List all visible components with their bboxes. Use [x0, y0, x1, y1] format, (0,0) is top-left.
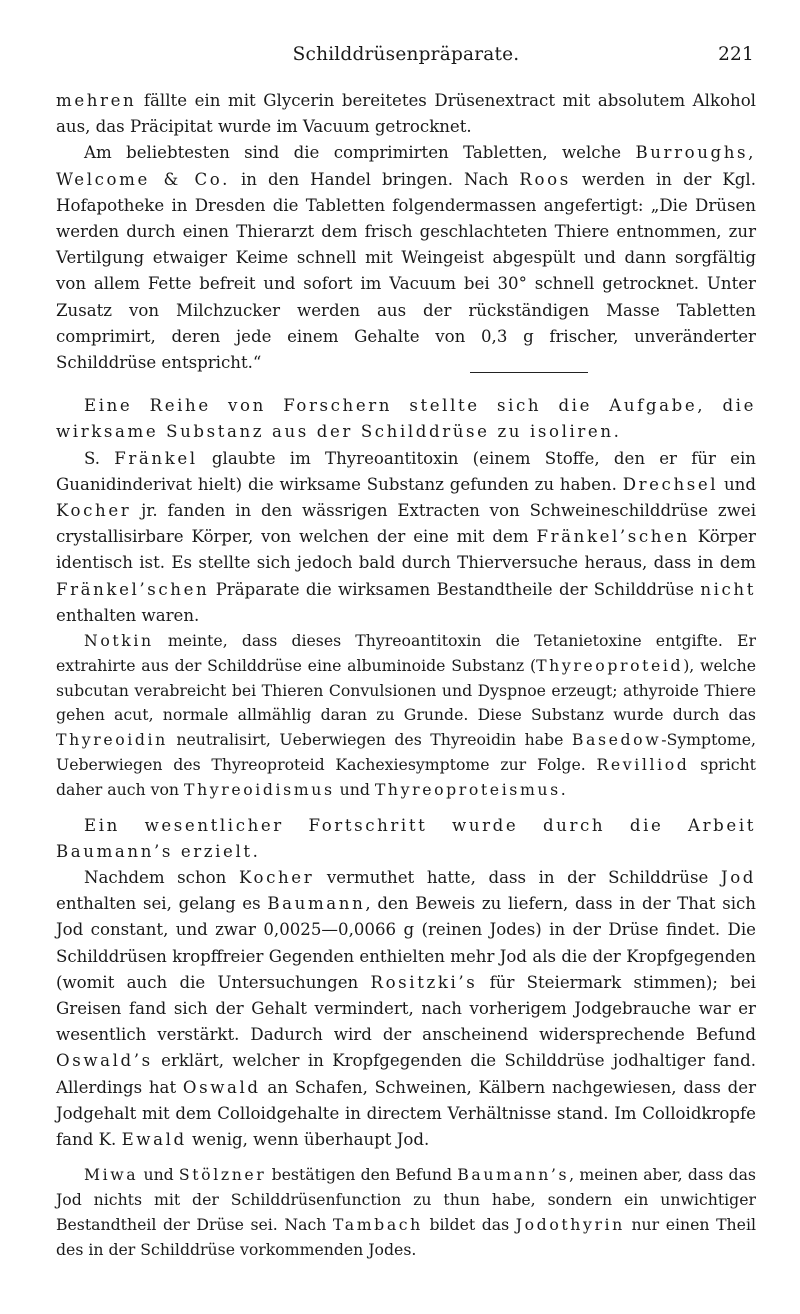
- spaced-emphasis: Burroughs, Welcome & Co.: [56, 143, 756, 189]
- spaced-emphasis: Eine Reihe von Forschern stellte sich die Aufgabe, die wirksame Substanz aus der Schilddrüse zu isoliren.: [56, 396, 756, 442]
- spaced-emphasis: Jod: [720, 868, 757, 888]
- section-divider: [470, 372, 588, 373]
- book-page: [56, 40, 756, 1262]
- text-run: nur einen Theil des in der Schilddrüse vorkommenden Jodes.: [56, 1214, 756, 1259]
- spaced-emphasis: Fränkel’schen: [56, 579, 210, 599]
- running-title: Schilddrüsenpräparate.: [292, 44, 520, 65]
- paragraph-5: [56, 629, 756, 803]
- spaced-emphasis: Oswald: [182, 1077, 261, 1097]
- spaced-emphasis: Jodothyrin: [515, 1214, 625, 1234]
- spaced-emphasis: Fränkel: [114, 448, 198, 468]
- text-run: an Schafen, Schweinen, Kälbern nachgewiesen, dass der Jodgehalt mit dem Colloidgehalte in directem Verhältnisse stand. Im Colloidkropfe fand K.: [56, 1077, 757, 1150]
- spaced-emphasis: Rositzki’s: [370, 972, 478, 992]
- spaced-emphasis: Thyreoproteid: [536, 655, 684, 675]
- spaced-emphasis: Drechsel: [622, 474, 719, 494]
- text-run: , den Beweis zu liefern, dass in der That sich Jod constant, und zwar 0,0025—0,0066 g (reinen Jodes) in der Drüse findet. Die Schilddrüsen kropffreier Gegenden enthielten mehr Jod als die der Kropfgegenden (womit auch die Untersuchungen: [56, 894, 756, 992]
- paragraph-4: [56, 446, 756, 629]
- text-run: fällte ein mit Glycerin bereitetes Drüsenextract mit absolutem Alkohol aus, das Präcipitat wurde im Vacuum getrocknet.: [56, 91, 756, 137]
- text-run: Körper identisch ist. Es stellte sich jedoch bald durch Thierversuche heraus, dass in dem: [56, 527, 756, 573]
- spaced-emphasis: Tambach: [332, 1214, 423, 1234]
- spaced-emphasis: Kocher: [238, 868, 315, 888]
- spaced-emphasis: Ewald: [121, 1130, 187, 1150]
- text-run: Nachdem schon: [84, 868, 239, 888]
- spaced-emphasis: Miwa: [84, 1165, 139, 1185]
- paragraph-3: [56, 393, 756, 445]
- text-run: jr. fanden in den wässrigen Extracten von Schweineschilddrüse zwei crystallisirbare Körper, von welchen der eine mit dem: [56, 501, 756, 547]
- paragraph-6: [56, 813, 756, 865]
- text-run: werden in der Kgl. Hofapotheke in Dresden die Tabletten folgendermassen angefertigt: „Die Drüsen werden durch einen Thierarzt dem frisch geschlachteten Thiere entnommen, zur Vertilgung etwaiger Keime schnell mit Weingeist abgespült und dann sorgfältig von allem Fette befreit und sofort im Vacuum bei 30° schnell getrocknet. Unter Zusatz von Milchzucker werden aus der rückständigen Masse Tabletten comprimirt, deren jede einem Gehalte von 0,3 g frischer, unveränderter Schilddrüse entspricht.“: [56, 169, 756, 373]
- text-run: enthalten waren.: [56, 605, 200, 625]
- spaced-emphasis: nicht: [700, 579, 756, 599]
- text-run: und: [718, 474, 756, 494]
- spacer: [56, 803, 756, 813]
- text-run: erklärt, welcher in Kropfgegenden die Schilddrüse jodhaltiger fand. Allerdings hat: [56, 1051, 756, 1097]
- text-run: enthalten sei, gelang es: [56, 894, 268, 914]
- spaced-emphasis: Ein wesentlicher Fortschritt wurde durch die Arbeit Baumann’s erzielt.: [56, 815, 756, 861]
- text-run: , meinen aber, dass das Jod nichts mit der Schilddrüsenfunction zu thun habe, sondern ein unwichtiger Bestandtheil der Drüse sei. Nach: [56, 1165, 756, 1234]
- text-run: für Steiermark stimmen); bei Greisen fand sich der Gehalt vermindert, nach vorherigem Jodgebrauche war er wesentlich verstärkt. Dadurch wird der anscheinend widersprechende Befund: [56, 972, 756, 1045]
- text-run: bildet das: [422, 1214, 516, 1234]
- text-run: Präparate die wirksamen Bestandtheile der Schilddrüse: [209, 579, 701, 599]
- page-number: 221: [718, 44, 754, 65]
- paragraph-1: [56, 88, 756, 140]
- spaced-emphasis: Revilliod: [596, 755, 690, 775]
- paragraph-2: [56, 140, 756, 376]
- text-run: bestätigen den Befund: [266, 1165, 458, 1185]
- spaced-emphasis: Thyreoidismus: [184, 779, 335, 799]
- text-run: und: [138, 1165, 179, 1185]
- spaced-emphasis: Basedow: [571, 730, 662, 750]
- spaced-emphasis: Thyreoidin: [56, 730, 168, 750]
- text-run: vermuthet hatte, dass in der Schilddrüse: [314, 868, 721, 888]
- spaced-emphasis: Stölzner: [178, 1165, 267, 1185]
- spaced-emphasis: Thyreoproteismus: [374, 779, 561, 799]
- spaced-emphasis: Fränkel’schen: [536, 527, 690, 547]
- text-run: meinte, dass dieses Thyreoantitoxin die Tetanietoxine entgifte. Er extrahirte aus der Schilddrüse eine albuminoide Substanz (: [56, 631, 756, 675]
- paragraph-8: [56, 1163, 756, 1262]
- spaced-emphasis: mehren: [56, 91, 137, 110]
- body-text: [56, 88, 756, 1262]
- page-header: [56, 40, 756, 70]
- spaced-emphasis: Kocher: [56, 501, 132, 521]
- text-run: spricht daher auch von: [56, 755, 756, 799]
- text-run: in den Handel bringen. Nach: [229, 169, 520, 189]
- text-run: .: [560, 779, 566, 799]
- spaced-emphasis: Notkin: [84, 631, 154, 651]
- spaced-emphasis: Oswald’s: [56, 1051, 153, 1071]
- text-run: -Symptome, Ueberwiegen des Thyreoproteid Kachexiesymptome zur Folge.: [56, 730, 756, 775]
- paragraph-7: [56, 865, 756, 1153]
- spaced-emphasis: Baumann’s: [457, 1165, 570, 1185]
- text-run: Am beliebtesten sind die comprimirten Tabletten, welche: [84, 143, 636, 163]
- spaced-emphasis: Roos: [519, 169, 571, 189]
- text-run: wenig, wenn überhaupt Jod.: [186, 1130, 430, 1150]
- text-run: glaubte im Thyreoantitoxin (einem Stoffe, den er für ein Guanidinderivat hielt) die wirksame Substanz gefunden zu haben.: [56, 448, 756, 494]
- spaced-emphasis: Baumann: [267, 894, 366, 914]
- spacer: [56, 1153, 756, 1163]
- text-run: S.: [84, 448, 115, 468]
- text-run: neutralisirt, Ueberwiegen des Thyreoidin habe: [167, 730, 572, 750]
- text-run: und: [334, 779, 375, 799]
- text-run: ), welche subcutan verabreicht bei Thieren Convulsionen und Dyspnoe erzeugt; athyroide Thiere gehen acut, normale allmählig daran zu Grunde. Diese Substanz wurde durch das: [56, 655, 756, 725]
